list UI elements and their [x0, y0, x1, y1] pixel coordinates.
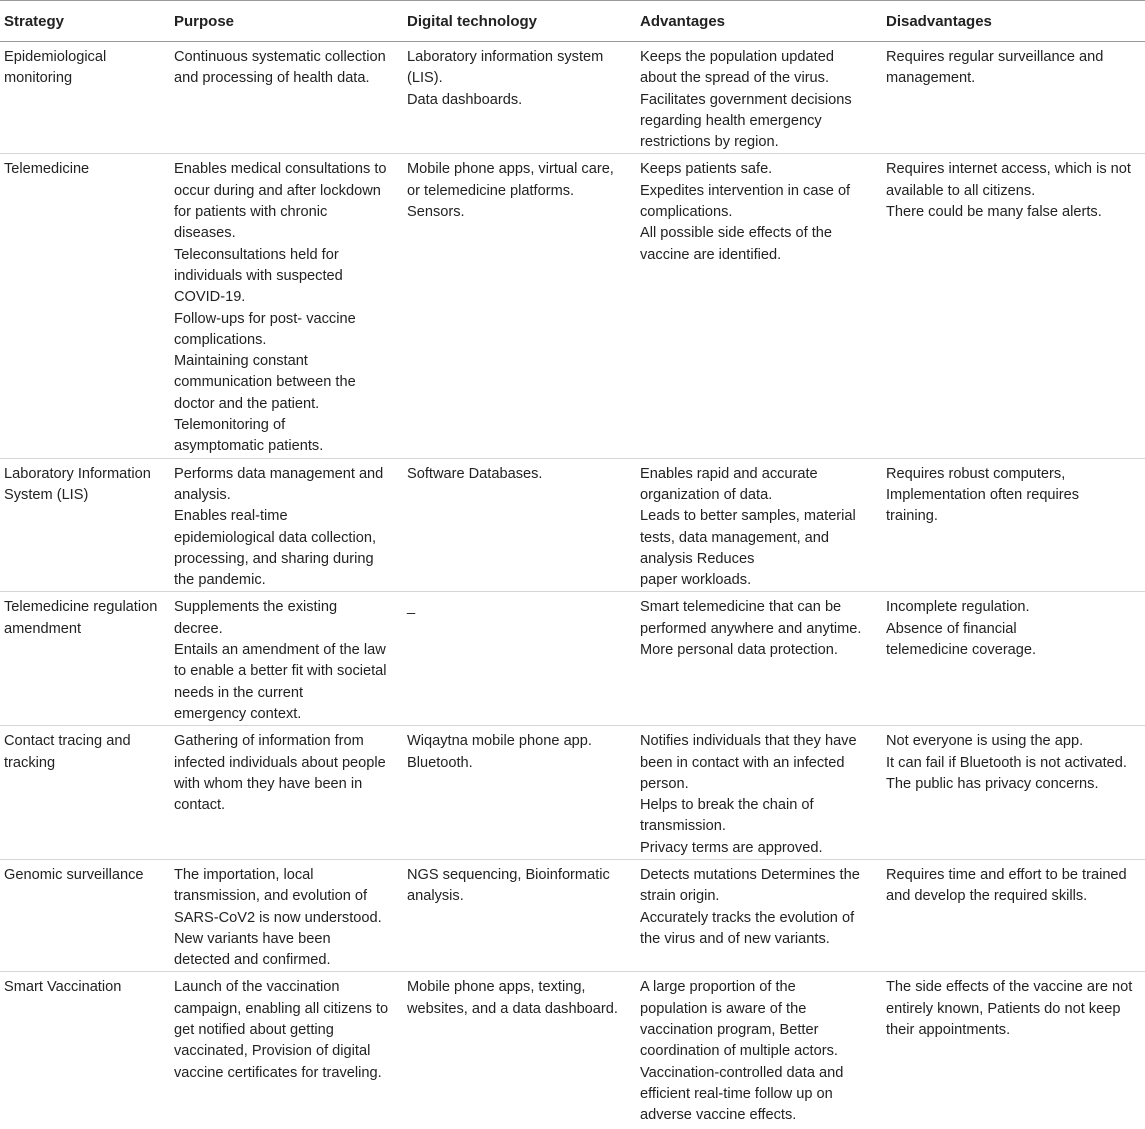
cell-text-line: strain origin.: [640, 888, 720, 905]
cell-text-line: campaign, enabling all citizens to: [174, 1000, 389, 1017]
purpose-cell: [170, 458, 403, 592]
cell-text-line: Telemedicine: [4, 161, 90, 178]
cell-text-line: Requires robust computers,: [886, 465, 1066, 482]
cell-text-line: and processing of health data.: [174, 70, 370, 87]
cell-text-line: restrictions by region.: [640, 134, 779, 151]
cell-text-line: decree.: [174, 620, 223, 637]
advantages-cell: [636, 972, 882, 1127]
cell-text-line: Requires internet access, which is not: [886, 161, 1131, 178]
cell-text-line: get notified about getting: [174, 1022, 334, 1039]
purpose-cell: [170, 859, 403, 971]
cell-text-line: their appointments.: [886, 1022, 1011, 1039]
header-digital-technology: Digital technology: [403, 1, 636, 42]
cell-text-line: complications.: [174, 331, 267, 348]
cell-text-line: Gathering of information from: [174, 733, 364, 750]
cell-text-line: Laboratory Information: [4, 465, 151, 482]
cell-text-line: vaccine are identified.: [640, 246, 782, 263]
cell-text-line: _: [407, 599, 416, 616]
cell-text-line: transmission, and evolution of: [174, 888, 368, 905]
cell-text-line: Contact tracing and: [4, 733, 131, 750]
cell-text-line: Teleconsultations held for: [174, 246, 339, 263]
cell-text-line: tracking: [4, 754, 56, 771]
cell-text-line: Notifies individuals that they have: [640, 733, 857, 750]
cell-text-line: Requires regular surveillance and: [886, 49, 1104, 65]
cell-text-line: Smart telemedicine that can be: [640, 599, 842, 616]
cell-text-line: The public has privacy concerns.: [886, 775, 1099, 792]
disadvantages-cell: [882, 972, 1145, 1127]
disadvantages-cell: [882, 458, 1145, 592]
cell-text-line: Supplements the existing: [174, 599, 338, 616]
cell-text-line: vaccination program, Better: [640, 1022, 819, 1039]
cell-text-line: Privacy terms are approved.: [640, 839, 823, 856]
cell-text-line: Absence of financial: [886, 620, 1017, 637]
cell-text-line: complications.: [640, 204, 733, 221]
cell-text-line: communication between the: [174, 374, 356, 391]
cell-text-line: Vaccination-controlled data and: [640, 1064, 844, 1081]
cell-text-line: needs in the current: [174, 684, 303, 701]
cell-text-line: Requires time and effort to be trained: [886, 866, 1127, 883]
header-purpose: Purpose: [170, 1, 403, 42]
cell-text-line: Wiqaytna mobile phone app.: [407, 733, 592, 750]
cell-text-line: with whom they have been in: [174, 775, 363, 792]
advantages-cell: [636, 154, 882, 458]
cell-text-line: coordination of multiple actors.: [640, 1043, 838, 1060]
table-row: [0, 726, 1145, 860]
cell-text-line: to enable a better fit with societal: [174, 663, 387, 680]
cell-text-line: Keeps patients safe.: [640, 161, 773, 178]
cell-text-line: Mobile phone apps, texting,: [407, 979, 586, 996]
cell-text-line: occur during and after lockdown: [174, 182, 381, 199]
cell-text-line: and develop the required skills.: [886, 888, 1088, 905]
cell-text-line: analysis.: [407, 888, 464, 905]
cell-text-line: detected and confirmed.: [174, 952, 331, 969]
cell-text-line: tests, data management, and: [640, 529, 830, 546]
cell-text-line: processing, and sharing during: [174, 550, 374, 567]
cell-text-line: infected individuals about people: [174, 754, 386, 771]
cell-text-line: Entails an amendment of the law: [174, 642, 386, 659]
cell-text-line: Implementation often requires: [886, 486, 1080, 503]
cell-text-line: efficient real-time follow up on: [640, 1085, 833, 1102]
digital-technology-cell: [403, 458, 636, 592]
cell-text-line: Follow-ups for post- vaccine: [174, 310, 356, 327]
cell-text-line: (LIS).: [407, 70, 443, 87]
cell-text-line: about the spread of the virus.: [640, 70, 830, 87]
cell-text-line: The side effects of the vaccine are not: [886, 979, 1133, 996]
table-row: [0, 458, 1145, 592]
cell-text-line: System (LIS): [4, 486, 89, 503]
header-advantages: Advantages: [636, 1, 882, 42]
cell-text-line: amendment: [4, 620, 82, 637]
cell-text-line: vaccinated, Provision of digital: [174, 1043, 371, 1060]
cell-text-line: Keeps the population updated: [640, 49, 834, 65]
cell-text-line: or telemedicine platforms.: [407, 182, 575, 199]
strategy-cell: [0, 859, 170, 971]
cell-text-line: Expedites intervention in case of: [640, 182, 851, 199]
table-row: [0, 154, 1145, 458]
cell-text-line: population is aware of the: [640, 1000, 807, 1017]
cell-text-line: All possible side effects of the: [640, 225, 832, 242]
advantages-cell: [636, 592, 882, 726]
disadvantages-cell: [882, 154, 1145, 458]
cell-text-line: monitoring: [4, 70, 73, 87]
cell-text-line: SARS-CoV2 is now understood.: [174, 909, 382, 926]
cell-text-line: transmission.: [640, 818, 726, 835]
cell-text-line: doctor and the patient.: [174, 395, 320, 412]
cell-text-line: Enables rapid and accurate: [640, 465, 818, 482]
cell-text-line: person.: [640, 775, 689, 792]
cell-text-line: websites, and a data dashboard.: [407, 1000, 618, 1017]
cell-text-line: available to all citizens.: [886, 182, 1036, 199]
cell-text-line: There could be many false alerts.: [886, 204, 1102, 221]
cell-text-line: Continuous systematic collection: [174, 49, 386, 65]
cell-text-line: Maintaining constant: [174, 353, 308, 370]
cell-text-line: vaccine certificates for traveling.: [174, 1064, 382, 1081]
cell-text-line: Enables real-time: [174, 508, 288, 525]
strategy-cell: [0, 42, 170, 154]
cell-text-line: telemedicine coverage.: [886, 642, 1037, 659]
cell-text-line: Enables medical consultations to: [174, 161, 387, 178]
cell-text-line: More personal data protection.: [640, 642, 838, 659]
table-row: [0, 972, 1145, 1127]
cell-text-line: Detects mutations Determines the: [640, 866, 860, 883]
cell-text-line: training.: [886, 508, 938, 525]
advantages-cell: [636, 458, 882, 592]
cell-text-line: Not everyone is using the app.: [886, 733, 1084, 750]
cell-text-line: Software Databases.: [407, 465, 543, 482]
cell-text-line: New variants have been: [174, 930, 331, 947]
cell-text-line: Epidemiological: [4, 49, 107, 65]
advantages-cell: [636, 726, 882, 860]
advantages-cell: [636, 42, 882, 154]
cell-text-line: Launch of the vaccination: [174, 979, 340, 996]
strategy-cell: [0, 592, 170, 726]
table-header-row: [0, 1, 1145, 42]
cell-text-line: paper workloads.: [640, 572, 752, 589]
cell-text-line: Laboratory information system: [407, 49, 604, 65]
header-strategy: Strategy: [0, 1, 170, 42]
cell-text-line: for patients with chronic: [174, 204, 328, 221]
cell-text-line: asymptomatic patients.: [174, 438, 324, 455]
table-body: [0, 42, 1145, 1127]
purpose-cell: [170, 972, 403, 1127]
strategy-cell: [0, 154, 170, 458]
cell-text-line: Performs data management and: [174, 465, 384, 482]
cell-text-line: Sensors.: [407, 204, 465, 221]
table-row: [0, 592, 1145, 726]
cell-text-line: Telemedicine regulation: [4, 599, 158, 616]
cell-text-line: COVID-19.: [174, 289, 246, 306]
cell-text-line: performed anywhere and anytime.: [640, 620, 862, 637]
cell-text-line: the virus and of new variants.: [640, 930, 830, 947]
purpose-cell: [170, 154, 403, 458]
cell-text-line: It can fail if Bluetooth is not activated.: [886, 754, 1127, 771]
strategy-cell: [0, 458, 170, 592]
cell-text-line: A large proportion of the: [640, 979, 796, 996]
digital-technology-cell: [403, 42, 636, 154]
cell-text-line: the pandemic.: [174, 572, 266, 589]
strategy-cell: [0, 726, 170, 860]
cell-text-line: epidemiological data collection,: [174, 529, 377, 546]
cell-text-line: adverse vaccine effects.: [640, 1107, 797, 1124]
cell-text-line: Mobile phone apps, virtual care,: [407, 161, 614, 178]
cell-text-line: contact.: [174, 797, 226, 814]
cell-text-line: Leads to better samples, material: [640, 508, 856, 525]
digital-technology-cell: [403, 972, 636, 1127]
cell-text-line: Bluetooth.: [407, 754, 473, 771]
strategy-cell: [0, 972, 170, 1127]
cell-text-line: entirely known, Patients do not keep: [886, 1000, 1121, 1017]
disadvantages-cell: [882, 592, 1145, 726]
cell-text-line: Accurately tracks the evolution of: [640, 909, 855, 926]
cell-text-line: individuals with suspected: [174, 267, 343, 284]
cell-text-line: Telemonitoring of: [174, 417, 286, 434]
cell-text-line: Genomic surveillance: [4, 866, 144, 883]
table-row: [0, 42, 1145, 154]
cell-text-line: NGS sequencing, Bioinformatic: [407, 866, 610, 883]
purpose-cell: [170, 592, 403, 726]
cell-text-line: analysis Reduces: [640, 550, 755, 567]
cell-text-line: been in contact with an infected: [640, 754, 845, 771]
cell-text-line: diseases.: [174, 225, 236, 242]
disadvantages-cell: [882, 42, 1145, 154]
cell-text-line: organization of data.: [640, 486, 773, 503]
cell-text-line: Smart Vaccination: [4, 979, 122, 996]
header-disadvantages: Disadvantages: [882, 1, 1145, 42]
digital-technology-cell: [403, 859, 636, 971]
cell-text-line: Facilitates government decisions: [640, 91, 852, 108]
advantages-cell: [636, 859, 882, 971]
cell-text-line: The importation, local: [174, 866, 314, 883]
cell-text-line: emergency context.: [174, 705, 302, 722]
disadvantages-cell: [882, 726, 1145, 860]
digital-technology-cell: [403, 726, 636, 860]
cell-text-line: Data dashboards.: [407, 91, 523, 108]
digital-technology-cell: [403, 592, 636, 726]
cell-text-line: Helps to break the chain of: [640, 797, 814, 814]
digital-technology-cell: [403, 154, 636, 458]
table-row: [0, 859, 1145, 971]
cell-text-line: management.: [886, 70, 976, 87]
purpose-cell: [170, 726, 403, 860]
cell-text-line: regarding health emergency: [640, 112, 822, 129]
cell-text-line: Incomplete regulation.: [886, 599, 1030, 616]
cell-text-line: analysis.: [174, 486, 231, 503]
purpose-cell: [170, 42, 403, 154]
disadvantages-cell: [882, 859, 1145, 971]
